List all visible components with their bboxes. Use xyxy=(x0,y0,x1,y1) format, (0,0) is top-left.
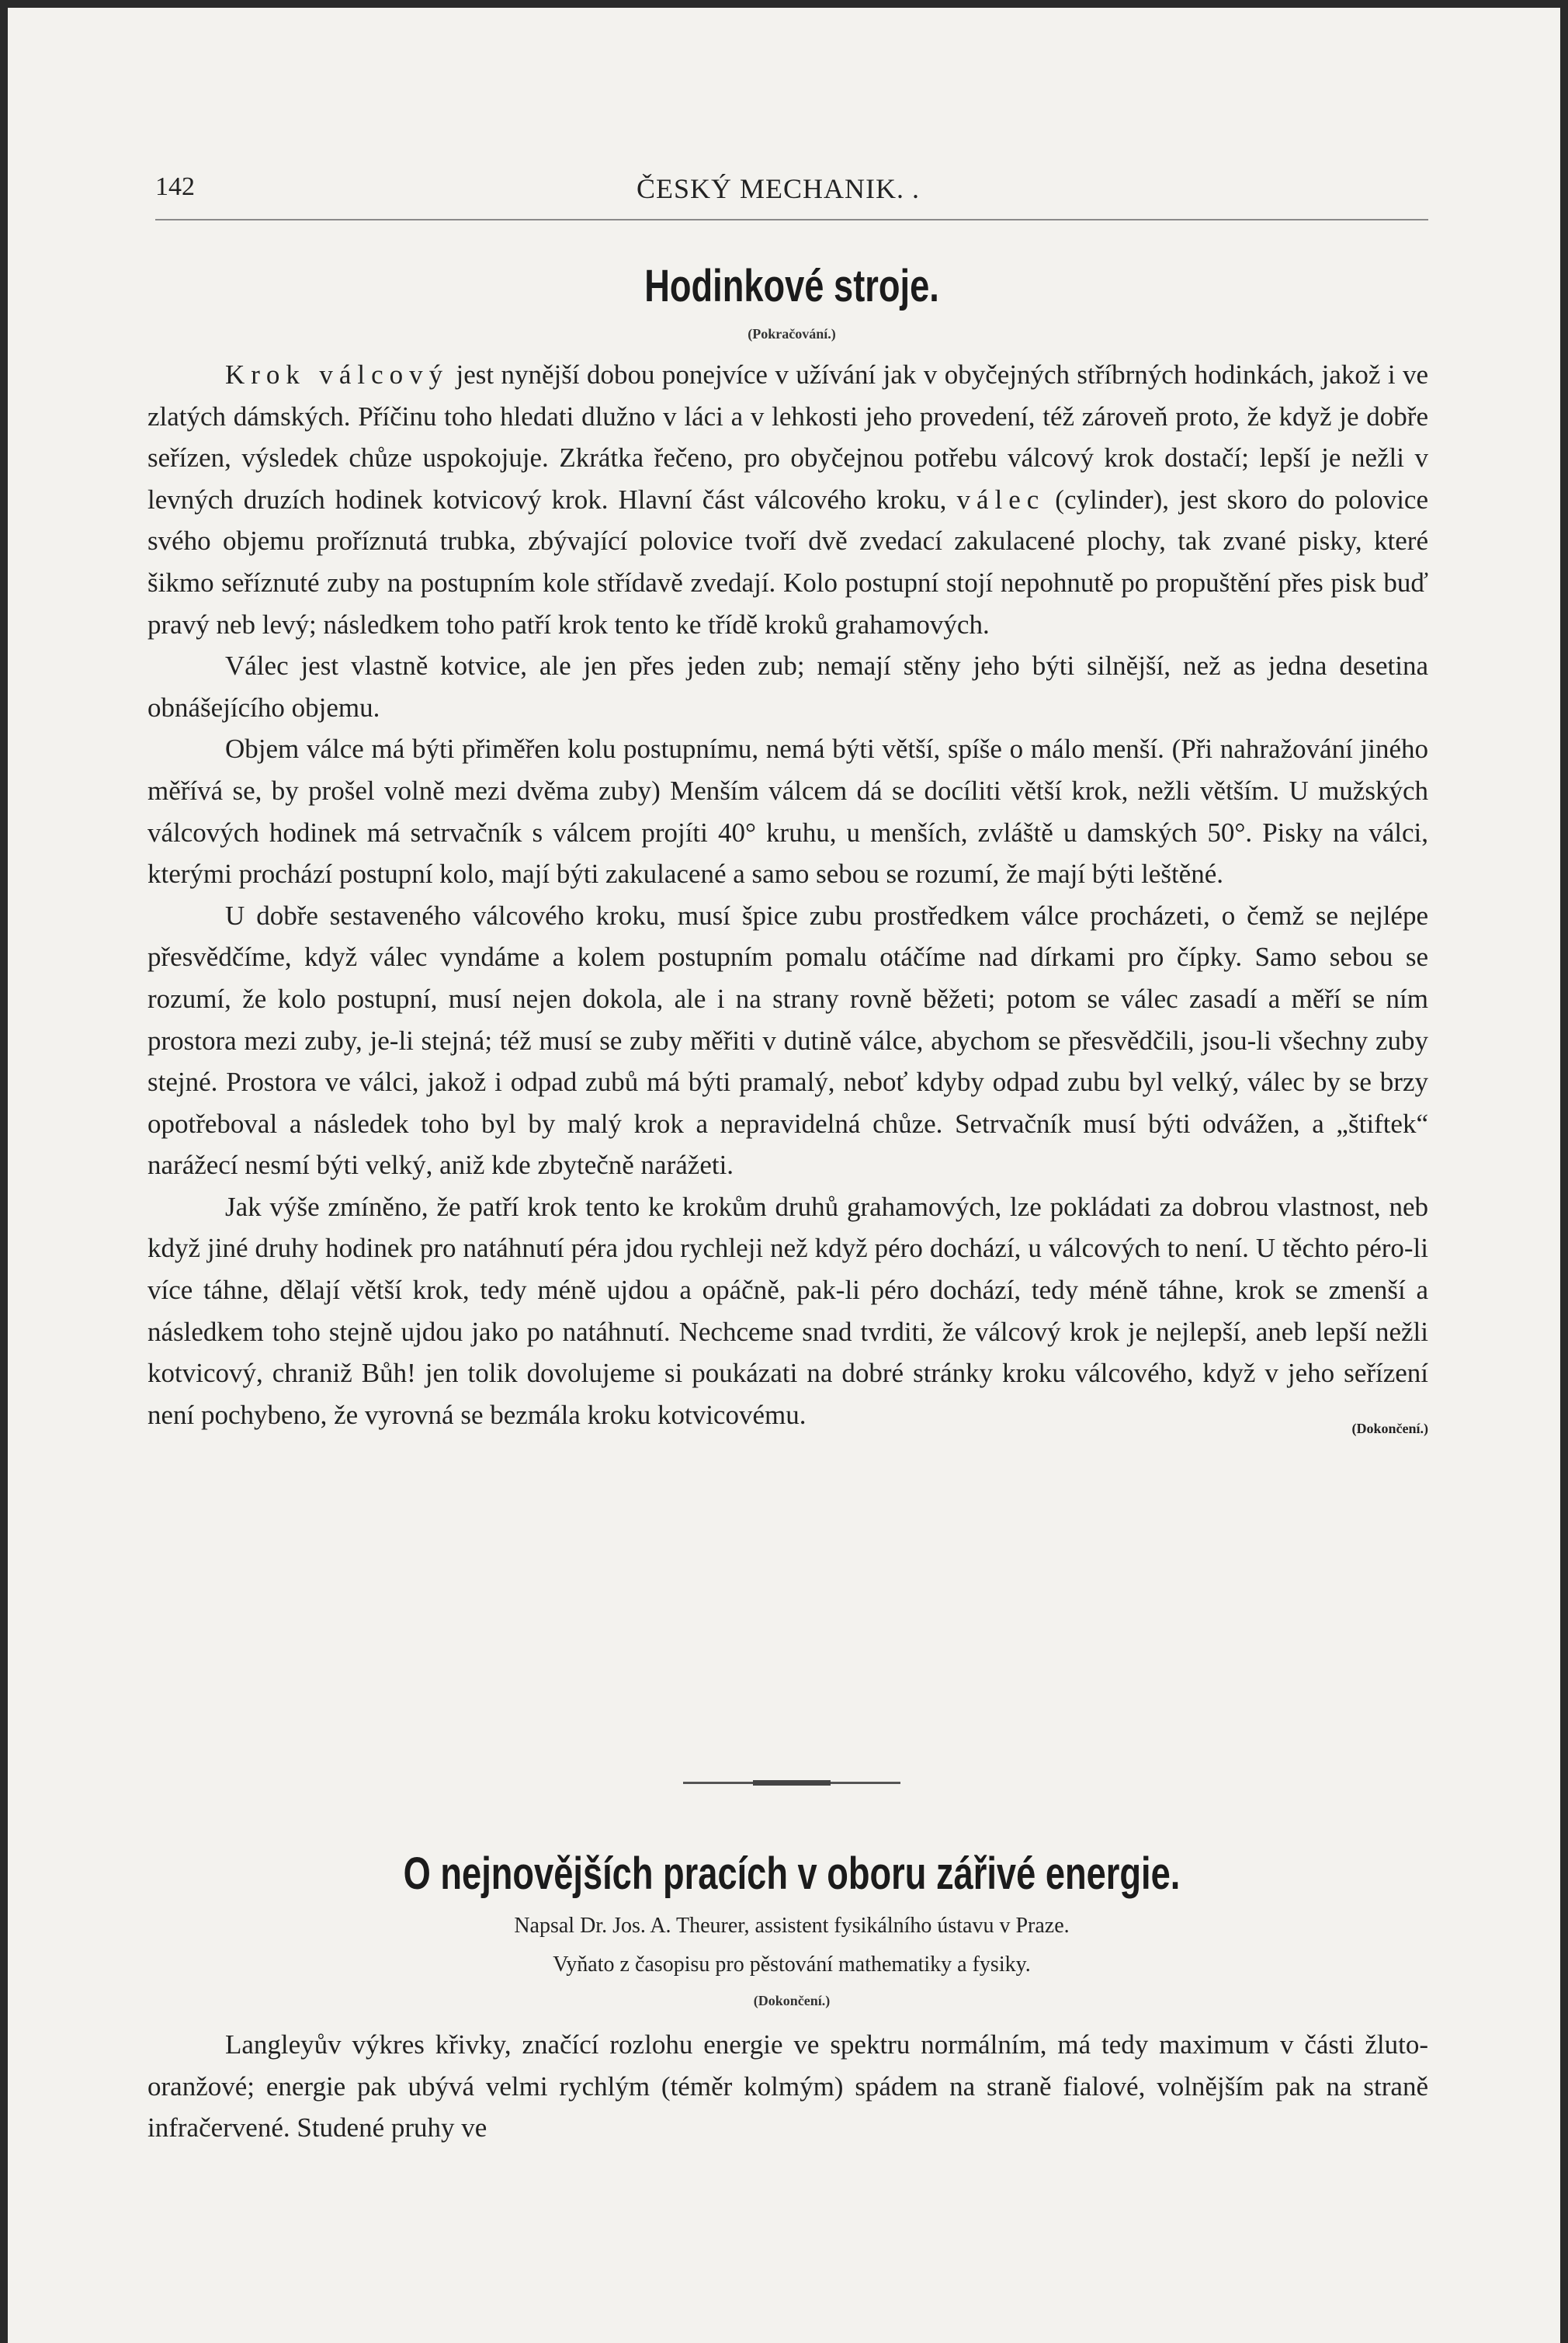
paragraph: Langleyův výkres křivky, značící rozlohu energie ve spektru normálním, má tedy maximum v části žluto-oranžové; energie pak ubývá velmi rychlým (téměr kolmým) spádem na straně fialové, volnějším pak na straně infračervené. Studené pruhy ve xyxy=(147,2029,1428,2143)
paragraph-text: jest nynější dobou ponejvíce v užívání jak v obyčejných stříbrných hodinkách, jakož i ve zlatých dámských. Příčinu toho hledati dlužno v láci a v lehkosti jeho provedení, též zároveň proto, že když je dobře seřízen, výsledek chůze uspokojuje. Zkrátka řečeno, pro obyčejnou potřebu válcový krok dostačí; lepší je nežli v levných druzích hodinek kotvicový krok. Hlavní část válcového kroku, xyxy=(147,359,1428,515)
paragraph: U dobře sestaveného válcového kroku, musí špice zubu prostředkem válce procházeti, o čemž se nejlépe přesvědčíme, když válec vyndáme a kolem postupním pomalu otáčíme nad dírkami pro čípky. Samo sebou se rozumí, že kolo postupní, musí nejen dokola, ale i na strany rovně běžeti; potom se válec zasadí a měří se ním prostora mezi zuby, je-li stejná; též musí se zuby měřiti v dutině válce, abychom se přesvědčili, jsou-li všechny zuby stejné. Prostora ve válci, jakož i odpad zubů má býti pramalý, neboť kdyby odpad zubu byl velký, válec by se brzy opotřeboval a následek toho byl by malý krok a nepravidelná chůze. Setrvačník musí býti odvážen, a „štiftek“ narážecí nesmí býti velký, aniž kde zbytečně narážeti. xyxy=(147,900,1428,1181)
spaced-term: Krok válcový xyxy=(225,359,449,390)
spaced-term: válec xyxy=(956,484,1046,515)
paragraph-text: Jak výše zmíněno, že patří krok tento ke krokům druhů grahamových, lze pokládati za dobrou vlastnost, neb když jiné druhy hodinek pro natáhnutí péra jdou rychleji než když péro dochází, u válcových to není. U těchto péro-li více táhne, dělají větší krok, tedy méně ujdou a opáčně, pak-li péro dochází, tedy méně táhne, krok se zmenší a následkem toho stejně ujdou jako po natáhnutí. Nechceme snad tvrditi, že válcový krok je nejlepší, aneb lepší nežli kotvicový, chraniž Bůh! jen tolik dovolujeme si poukázati na dobré stránky kroku válcového, když v jeho seřízení není pochybeno, že vyrovná se bezmála kroku kotvicovému. xyxy=(147,1191,1428,1430)
article-title: O nejnovějších pracích v oboru zářivé energie. xyxy=(403,1848,1181,1899)
byline: Napsal Dr. Jos. A. Theurer, assistent fysikálního ústavu v Praze. xyxy=(514,1914,1070,1938)
source-note: Vyňato z časopisu pro pěstování mathematiky a fysiky. xyxy=(553,1952,1031,1977)
page-header xyxy=(155,172,1428,219)
continuation-note: (Dokončení.) xyxy=(753,1993,831,2008)
paragraph-text: (cylinder), jest skoro do polovice svého objemu proříznutá trubka, zbývající polovice tvoří dvě zvedací zakulacené plochy, tak zvané pisky, které šikmo seříznuté zuby na postupním kole střídavě zvedají. Kolo postupní stojí nepohnutě po propuštění přes pisk buď pravý neb levý; následkem toho patří krok tento ke třídě kroků grahamových. xyxy=(147,484,1428,640)
continuation-note: (Pokračování.) xyxy=(748,326,836,342)
end-note: (Dokončení.) xyxy=(1351,1420,1428,1436)
page-number: 142 xyxy=(155,172,195,201)
header-rule xyxy=(155,219,1428,220)
paragraph: Objem válce má býti přiměřen kolu postupnímu, nemá býti větší, spíše o málo menší. (Při nahražování jiného měřívá se, by prošel volně mezi dvěma zuby) Menším válcem dá se docíliti větší krok, nežli větším. U mužských válcových hodinek má setrvačník s válcem projíti 40° kruhu, u menších, zvláště u damských 50°. Pisky na válci, kterými prochází postupní kolo, mají býti zakulacené a samo sebou se rozumí, že mají býti leštěné. xyxy=(147,734,1428,890)
article-body xyxy=(147,354,1428,1449)
paragraph: Válec jest vlastně kotvice, ale jen přes jeden zub; nemají stěny jeho býti silnější, než as jedna desetina obnášejícího objemu. xyxy=(147,651,1428,723)
article-title: Hodinkové stroje. xyxy=(644,261,939,311)
paragraph xyxy=(147,354,1428,645)
running-title: ČESKÝ MECHANIK. . xyxy=(637,173,921,204)
article-body xyxy=(147,2024,1428,2149)
paragraph xyxy=(147,1186,1428,1436)
section-divider-center xyxy=(753,1780,831,1786)
